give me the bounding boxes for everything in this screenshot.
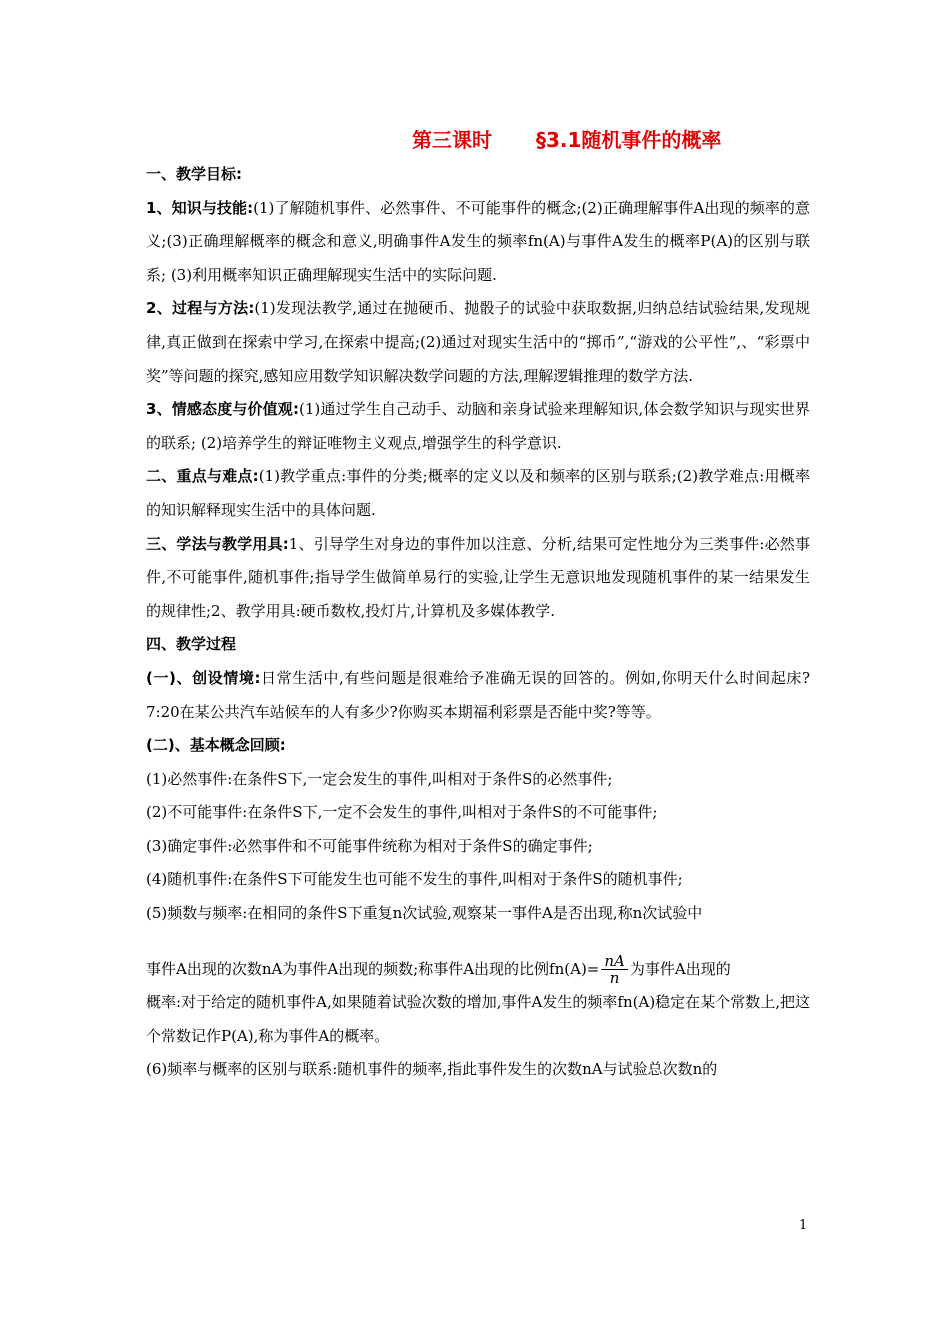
page-title xyxy=(412,124,721,153)
paragraph-text: (1)通过学生自己动手、动脑和亲身试验来理解知识,体会数学知识与现实世界的联系; (2)培养学生的辩证唯物主义观点,增强学生的科学意识. xyxy=(146,400,811,452)
section-heading: 一、教学目标: xyxy=(146,165,242,183)
section-heading: (二)、基本概念回顾: xyxy=(146,736,286,755)
paragraph-text: 日常生活中,有些问题是很难给予准确无误的回答的。例如,你明天什么时间起床?7:20在某公共汽车站候车的人有多少?你购买本期福利彩票是否能中奖?等等。 xyxy=(146,668,810,721)
paragraph-text: (1)教学重点:事件的分类;概率的定义以及和频率的区别与联系;(2)教学难点:用概率的知识解释现实生活中的具体问题. xyxy=(146,467,811,519)
paragraph xyxy=(146,292,810,393)
frequency-fraction xyxy=(601,953,628,986)
paragraph: 概率:对于给定的随机事件A,如果随着试验次数的增加,事件A发生的频率fn(A)稳定在某个常数上,把这个常数记作P(A),称为事件A的概率。 xyxy=(146,993,810,1045)
paragraph xyxy=(146,192,810,293)
paragraph-label: 二、重点与难点: xyxy=(146,467,259,486)
paragraph-label: 1、知识与技能: xyxy=(146,198,254,217)
section-heading: 四、教学过程 xyxy=(146,635,237,654)
formula-prefix: 事件A出现的次数nA为事件A出现的频数;称事件A出现的比例fn(A)= xyxy=(146,959,600,978)
list-item: (2)不可能事件:在条件S下,一定不会发生的事件,叫相对于条件S的不可能事件; xyxy=(146,803,658,822)
paragraph-label: 3、情感态度与价值观: xyxy=(146,400,299,419)
paragraph xyxy=(146,528,810,629)
paragraph-label: 三、学法与教学用具: xyxy=(146,534,289,553)
list-item: (6)频率与概率的区别与联系:随机事件的频率,指此事件发生的次数nA与试验总次数n的 xyxy=(146,1060,718,1079)
document-body xyxy=(146,158,810,1087)
fraction-numerator: nA xyxy=(601,953,628,970)
formula-line xyxy=(146,953,810,987)
list-item: (1)必然事件:在条件S下,一定会发生的事件,叫相对于条件S的必然事件; xyxy=(146,769,613,788)
paragraph-text: (1)了解随机事件、必然事件、不可能事件的概念;(2)正确理解事件A出现的频率的意义;(3)正确理解概率的概念和意义,明确事件A发生的频率fn(A)与事件A发生的概率P(A)的区别与联系; (3)利用概率知识正确理解现实生活中的实际问题. xyxy=(146,198,811,284)
page-number: 1 xyxy=(799,1218,808,1233)
paragraph xyxy=(146,393,810,460)
paragraph-text: (1)发现法教学,通过在抛硬币、抛骰子的试验中获取数据,归纳总结试验结果,发现规律,真正做到在探索中学习,在探索中提高;(2)通过对现实生活中的“掷币”,“游戏的公平性”,、“彩票中奖”等问题的探究,感知应用数学知识解决数学问题的方法,理解逻辑推理的数学方法. xyxy=(146,299,811,385)
list-item: (3)确定事件:必然事件和不可能事件统称为相对于条件S的确定事件; xyxy=(146,836,593,855)
paragraph-label: 2、过程与方法: xyxy=(146,299,255,318)
title-lesson: 第三课时 xyxy=(412,128,492,152)
paragraph xyxy=(146,460,810,527)
paragraph xyxy=(146,662,810,729)
fraction-denominator: n xyxy=(609,969,620,988)
paragraph-text: 1、引导学生对身边的事件加以注意、分析,结果可定性地分为三类事件:必然事件,不可能事件,随机事件;指导学生做简单易行的实验,让学生无意识地发现随机事件的某一结果发生的规律性;2、教学用具:硬币数枚,投灯片,计算机及多媒体教学. xyxy=(146,534,810,620)
formula-suffix: 为事件A出现的 xyxy=(629,959,731,978)
title-topic: §3.1随机事件的概率 xyxy=(536,128,722,152)
list-item: (5)频数与频率:在相同的条件S下重复n次试验,观察某一事件A是否出现,称n次试验中 xyxy=(146,904,703,923)
list-item: (4)随机事件:在条件S下可能发生也可能不发生的事件,叫相对于条件S的随机事件; xyxy=(146,870,683,889)
paragraph-label: (一)、创设情境: xyxy=(146,668,261,687)
